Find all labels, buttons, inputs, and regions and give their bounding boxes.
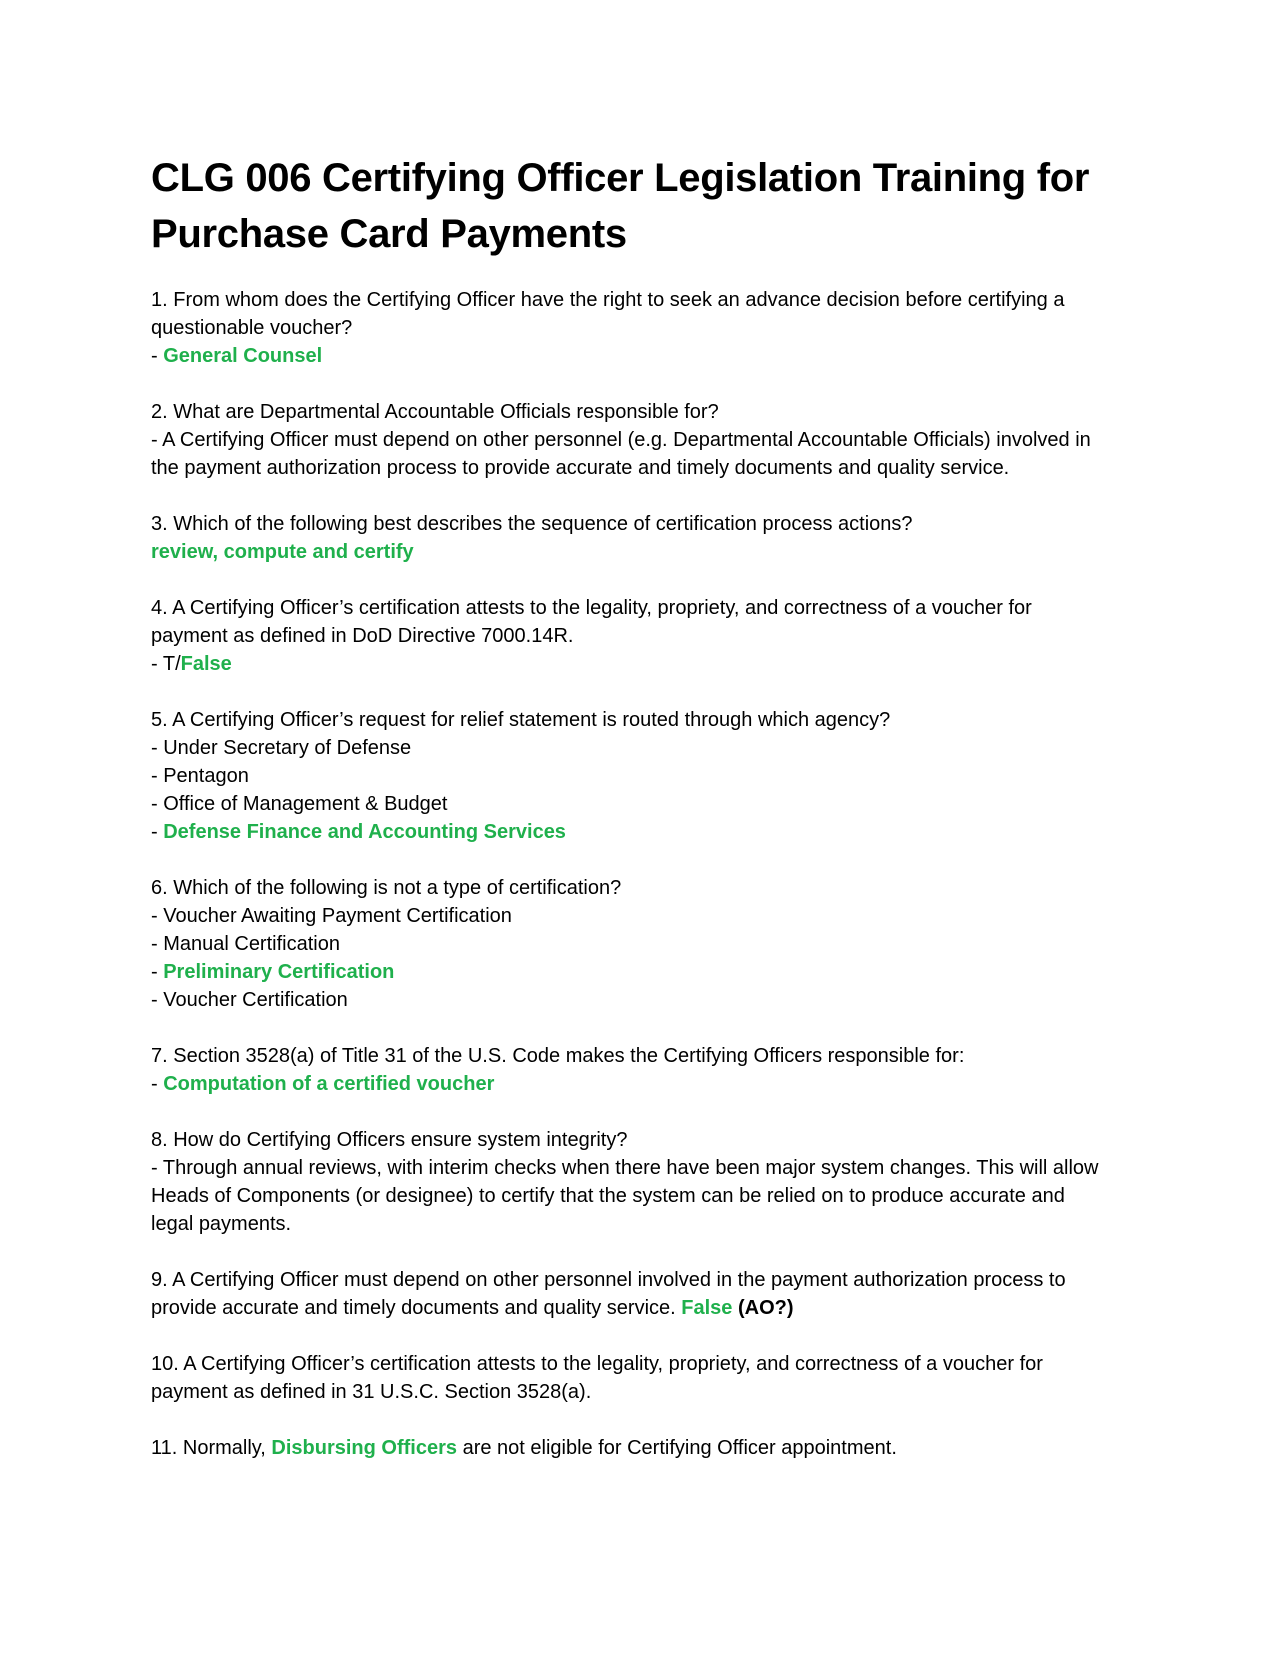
answer-highlight: False <box>681 1297 733 1319</box>
document-title: CLG 006 Certifying Officer Legislation Training for Purchase Card Payments <box>151 156 1090 256</box>
question-text: 8. How do Certifying Officers ensure system integrity? <box>151 1129 628 1151</box>
answer-highlight: False <box>180 653 232 675</box>
question-text: 4. A Certifying Officer’s certification attests to the legality, propriety, and correctness of a voucher for payment as defined in DoD Directive 7000.14R. <box>151 597 1032 647</box>
document-page <box>151 150 1111 1490</box>
question-text: 1. From whom does the Certifying Officer have the right to seek an advance decision before certifying a questionable voucher? <box>151 289 1065 339</box>
question-text: 9. A Certifying Officer must depend on other personnel involved in the payment authorization process to provide accurate and timely documents and quality service. <box>151 1269 1066 1319</box>
option-item: - Manual Certification <box>151 933 340 955</box>
answer-note: (AO?) <box>732 1297 794 1319</box>
answer-highlight: Disbursing Officers <box>271 1437 458 1459</box>
option-item: - Pentagon <box>151 765 249 787</box>
question-text-end: are not eligible for Certifying Officer appointment. <box>457 1437 897 1459</box>
question-text-start: 11. Normally, <box>151 1437 272 1459</box>
question-11 <box>151 1434 1111 1462</box>
question-1 <box>151 286 1111 370</box>
option-item: - Office of Management & Budget <box>151 793 448 815</box>
question-2 <box>151 398 1111 482</box>
option-item: - Voucher Awaiting Payment Certification <box>151 905 512 927</box>
answer-line: - Defense Finance and Accounting Services <box>151 821 566 843</box>
answer-line: - T/False <box>151 653 232 675</box>
question-text: 10. A Certifying Officer’s certification attests to the legality, propriety, and correctness of a voucher for payment as defined in 31 U.S.C. Section 3528(a). <box>151 1353 1043 1403</box>
answer-highlight: General Counsel <box>163 345 323 367</box>
question-text: 7. Section 3528(a) of Title 31 of the U.S. Code makes the Certifying Officers responsible for: <box>151 1045 965 1067</box>
question-7 <box>151 1042 1111 1098</box>
answer-line: - Computation of a certified voucher <box>151 1073 495 1095</box>
answer-highlight: Defense Finance and Accounting Services <box>163 821 566 843</box>
question-text: 2. What are Departmental Accountable Officials responsible for? <box>151 401 719 423</box>
answer-highlight: review, compute and certify <box>151 541 414 563</box>
option-item: - Under Secretary of Defense <box>151 737 412 759</box>
answer-highlight: Preliminary Certification <box>163 961 395 983</box>
question-text: 5. A Certifying Officer’s request for relief statement is routed through which agency? <box>151 709 891 731</box>
answer-text: - A Certifying Officer must depend on other personnel (e.g. Departmental Accountable Officials) involved in the payment authorization process to provide accurate and timely documents and quality service. <box>151 429 1091 479</box>
question-10 <box>151 1350 1111 1406</box>
answer-line: - Preliminary Certification <box>151 961 395 983</box>
question-4 <box>151 594 1111 678</box>
question-3 <box>151 510 1111 566</box>
question-8 <box>151 1126 1111 1238</box>
answer-line: - General Counsel <box>151 345 323 367</box>
question-9 <box>151 1266 1111 1322</box>
option-item: - Voucher Certification <box>151 989 348 1011</box>
question-5 <box>151 706 1111 846</box>
answer-highlight: Computation of a certified voucher <box>163 1073 495 1095</box>
question-text: 3. Which of the following best describes the sequence of certification process actions? <box>151 513 913 535</box>
question-text: 6. Which of the following is not a type of certification? <box>151 877 622 899</box>
answer-text: - Through annual reviews, with interim checks when there have been major system changes. This will allow Heads of Components (or designee) to certify that the system can be relied on to produce accurate and legal payments. <box>151 1157 1099 1235</box>
question-6 <box>151 874 1111 1014</box>
